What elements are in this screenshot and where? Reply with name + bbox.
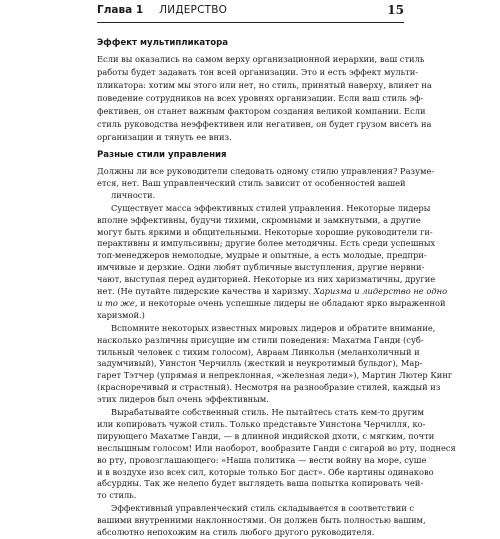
paragraph-world-leaders: [97, 322, 453, 406]
text-line: Вспомните некоторых известных мировых лидеров и обратите внимание,: [111, 322, 436, 333]
text-line: Должны ли все руководители следовать одному стилю управления? Разуме-: [97, 166, 435, 176]
text-line: задумчивый), Уинстон Черчилль (жесткий и неукротимый бульдог), Мар-: [97, 358, 423, 369]
italic-text: Харизма и лидерство не одно: [313, 286, 448, 297]
chapter-title: ЛИДЕРСТВО: [159, 4, 228, 16]
text-line: стиль руководства неэффективен или негативен, он будет грузом висеть на: [97, 119, 432, 129]
chapter-number: Глава 1: [97, 4, 144, 16]
text-line: Существует масса эффективных стилей управления. Некоторые лидеры: [111, 202, 431, 213]
paragraph-many-styles: [97, 202, 448, 322]
text-line: чают, выступая перед аудиторией. Некоторые из них харизматичны, другие: [97, 274, 436, 285]
text-line: неслышным голосом! Или наоборот, вообразите Ганди с сигарой во рту, поднеся: [97, 442, 456, 453]
text-line: имчивые и дерзкие. Одни любят публичные выступления, другие нервни-: [97, 262, 425, 273]
text-line: [97, 297, 446, 310]
text-line: [97, 286, 448, 298]
text-line: перактивны и импульсивны; другие более методичны. Есть среди успешных: [97, 238, 436, 249]
text-line: абсолютно непохожим на стиль любого другого руководителя.: [97, 527, 375, 537]
section-heading-styles: Разные стили управления: [97, 150, 227, 160]
text-line: и в воздухе изо всех сил, которые только Бог даст». Обе картины одинаково: [97, 466, 434, 477]
text-line: фективен, он станет важным фактором создания великой компании. Если: [97, 106, 426, 116]
text-line: вашими внутренними наклонностями. Он должен быть полностью вашим,: [97, 515, 426, 526]
italic-text: и то же: [97, 297, 135, 308]
text-line: поведение сотрудников на всех уровнях организации. Если ваш стиль эф-: [97, 93, 424, 103]
text-line: Вырабатывайте собственный стиль. Не пытайтесь стать кем-то другим: [111, 407, 424, 417]
paragraph-own-style: [97, 407, 456, 502]
text-line: ется, нет. Ваш управленческий стиль зависит от особенностей вашей: [97, 177, 406, 188]
paragraph-question: [97, 166, 435, 202]
text-run: нет. (Не путайте лидерские качества и харизму.: [97, 286, 314, 297]
text-line: работы будет задавать тон всей организации. Это и есть эффект мульти-: [97, 67, 419, 77]
text-line: во рту, провозглашающего: «Наша политика — вести войну на море, суше: [97, 454, 427, 465]
running-header: [97, 2, 404, 23]
text-line: или копировать чужой стиль. Только представьте Уинстона Черчилля, ко-: [97, 418, 426, 429]
text-line: топ-менеджеров немолодые, мудрые и опытные, а есть молодые, предпри-: [97, 250, 427, 261]
text-line: гарет Тэтчер (упрямая и непреклонная, «железная леди»), Мартин Лютер Кинг: [97, 370, 453, 381]
text-line: то стиль.: [97, 490, 137, 501]
text-line: пликатора: хотим мы этого или нет, но стиль, принятый наверху, влияет на: [97, 80, 432, 90]
text-line: (красноречивый и страстный). Несмотря на разнообразие стилей, каждый из: [97, 382, 441, 393]
text-line: могут быть яркими и общительными. Некоторые хорошие руководители ги-: [97, 226, 433, 237]
text-run: , и некоторые очень успешные лидеры не обладают ярко выраженной: [134, 297, 446, 308]
text-line: Если вы оказались на самом верху организационной иерархии, ваш стиль: [97, 54, 425, 64]
paragraph-multiplier: [97, 53, 432, 144]
section-heading-multiplier: Эффект мультипликатора: [97, 38, 229, 48]
text-line: абсурдны. Так же нелепо будет выглядеть ваша попытка копировать чей-: [97, 478, 424, 489]
text-line: Эффективный управленческий стиль складывается в соответствии с: [111, 503, 415, 514]
text-line: личности.: [111, 189, 156, 200]
text-line: пирующего Махатме Ганди, — в длинной индийской дхоти, с мягким, почти: [97, 430, 435, 441]
text-line: вполне эффективны, будучи тихими, скромными и замкнутыми, а другие: [97, 214, 421, 225]
text-line: насколько различны присущие им стили поведения: Махатма Ганди (суб-: [97, 334, 424, 345]
text-line: харизмой.): [97, 309, 145, 320]
chapter-label: [97, 4, 227, 16]
paragraph-effective-style: [97, 503, 426, 539]
text-line: организации и тянуть ее вниз.: [97, 132, 232, 142]
text-line: тильный человек с тихим голосом), Авраам Линкольн (меланхоличный и: [97, 346, 420, 357]
text-line: этих лидеров был очень эффективным.: [97, 394, 269, 405]
page-number: 15: [387, 3, 404, 17]
